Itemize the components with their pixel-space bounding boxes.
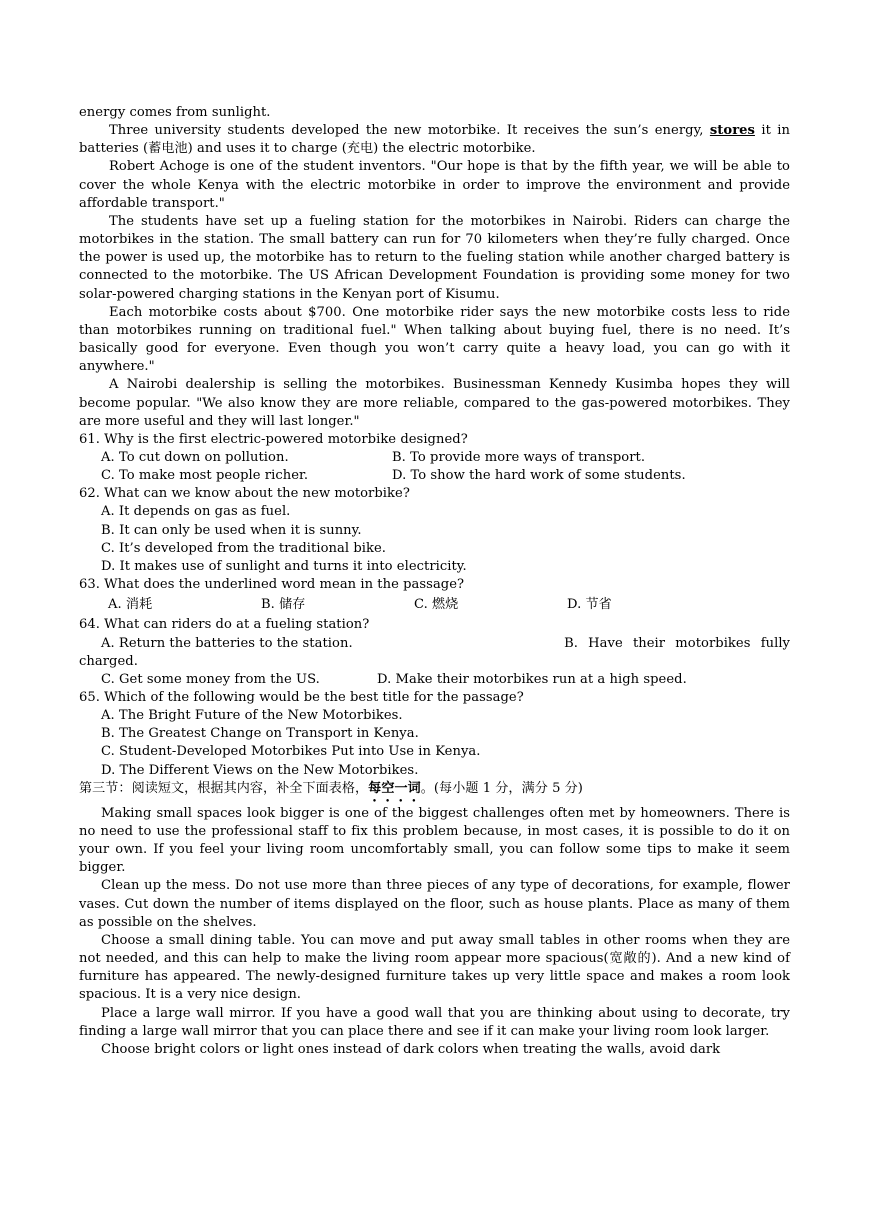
question-63 — [79, 576, 790, 614]
passage2-paragraph-5: Choose bright colors or light ones instead of dark colors when treating the walls, avoid dark — [101, 1041, 721, 1057]
passage2-paragraph-3: Choose a small dining table. You can move and put away small tables in other rooms when they are not needed, and this can help to make the living room appear more spacious(宽敞的). And a new kind of furniture has appeared. The newly-designed furniture takes up very little space and makes a room look spacious. It is a very nice design. — [79, 932, 790, 1003]
option-c: C. Get some money from the US. — [101, 671, 320, 687]
option-b: B. The Greatest Change on Transport in Kenya. — [101, 726, 419, 742]
option-d: D. 节省 — [567, 597, 612, 613]
option-d: D. The Different Views on the New Motorbikes. — [101, 762, 419, 778]
option-c: C. It’s developed from the traditional bike. — [101, 540, 386, 556]
passage1-paragraph-1: Three university students developed the new motorbike. It receives the sun’s energy, stores it in batteries (蓄电池) and uses it to charge (充电) the electric motorbike. — [79, 123, 790, 157]
question-stem: 65. Which of the following would be the best title for the passage? — [79, 690, 524, 705]
question-62 — [79, 485, 790, 576]
question-stem: 61. Why is the first electric-powered motorbike designed? — [79, 431, 468, 447]
option-d: D. Make their motorbikes run at a high speed. — [377, 671, 687, 687]
option-c: C. To make most people richer. — [101, 468, 309, 484]
passage2-paragraph-2: Clean up the mess. Do not use more than three pieces of any type of decorations, for example, flower vases. Cut down the number of items displayed on the floor, such as house plants. Place as many of them as possible on the shelves. — [79, 878, 790, 930]
option-a: A. To cut down on pollution. — [101, 449, 289, 465]
option-b: B. To provide more ways of transport. — [392, 449, 646, 465]
question-64 — [79, 616, 790, 689]
question-stem: 64. What can riders do at a fueling station? — [79, 617, 370, 633]
underlined-word: stores — [709, 123, 755, 139]
option-a: A. Return the batteries to the station. — [101, 635, 353, 651]
option-d: D. It makes use of sunlight and turns it into electricity. — [101, 558, 467, 574]
section-heading: 第三节：阅读短文，根据其内容，补全下面表格，每空一词。(每小题 1 分，满分 5 分) — [79, 780, 583, 796]
passage2-paragraph-4: Place a large wall mirror. If you have a good wall that you are thinking about using to decorate, try finding a large wall mirror that you can place there and see if it can make your living room look larger. — [79, 1005, 790, 1039]
passage1-paragraph-3: The students have set up a fueling station for the motorbikes in Nairobi. Riders can charge the motorbikes in the station. The small battery can run for 70 kilometers when they’re fully charged. Once the power is used up, the motorbike has to return to the fueling station while another charged battery is connected to the motorbike. The US African Development Foundation is providing some money for two solar-powered charging stations in the Kenyan port of Kisumu. — [79, 213, 790, 302]
option-b-continued: charged. — [79, 653, 138, 669]
passage1-paragraph-5: A Nairobi dealership is selling the motorbikes. Businessman Kennedy Kusimba hopes they will become popular. "We also know they are more reliable, compared to the gas-powered motorbikes. They are more useful and they will last longer." — [79, 377, 790, 429]
option-a: A. The Bright Future of the New Motorbikes. — [101, 708, 403, 724]
exam-page — [79, 104, 790, 1059]
question-61 — [79, 431, 790, 485]
question-65 — [79, 689, 790, 780]
option-d: D. To show the hard work of some students. — [392, 468, 686, 484]
emphasis-text: 每空一词 — [368, 780, 421, 796]
option-b: B. It can only be used when it is sunny. — [101, 522, 362, 538]
question-stem: 63. What does the underlined word mean in the passage? — [79, 577, 465, 593]
option-a: A. It depends on gas as fuel. — [101, 504, 291, 520]
option-c: C. 燃烧 — [414, 597, 459, 613]
passage2-paragraph-1: Making small spaces look bigger is one of the biggest challenges often met by homeowners. There is no need to use the professional staff to fix this problem because, in most cases, it is possible to do it on your own. If you feel your living room uncomfortably small, you can follow some tips to make it seem bigger. — [79, 805, 790, 876]
option-b: B. Have their motorbikes fully — [564, 635, 790, 651]
option-a: A. 消耗 — [108, 597, 153, 613]
passage1-paragraph-4: Each motorbike costs about $700. One motorbike rider says the new motorbike costs less to ride than motorbikes running on traditional fuel." When talking about buying fuel, there is no need. It’s basically good for everyone. Even though you won’t carry quite a heavy load, you can go with it anywhere." — [79, 304, 790, 375]
passage1-paragraph-0: energy comes from sunlight. — [79, 105, 271, 120]
question-stem: 62. What can we know about the new motorbike? — [79, 486, 410, 502]
passage1-paragraph-2: Robert Achoge is one of the student inventors. "Our hope is that by the fifth year, we will be able to cover the whole Kenya with the electric motorbike in order to improve the environment and provide affordable transport." — [79, 159, 790, 211]
option-b: B. 储存 — [261, 597, 306, 613]
option-c: C. Student-Developed Motorbikes Put into Use in Kenya. — [101, 744, 481, 760]
